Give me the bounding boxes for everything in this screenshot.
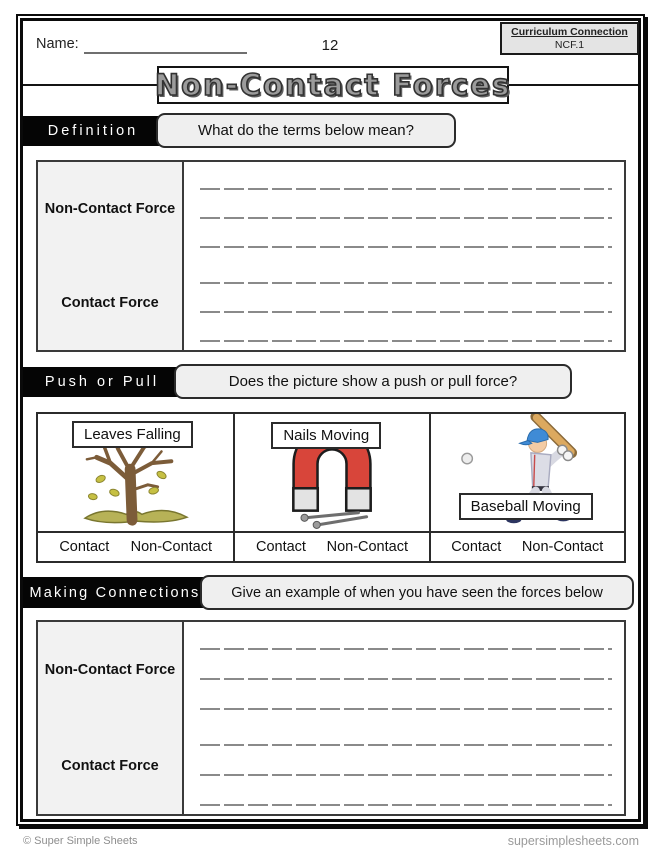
connections-answer-contact: [184, 718, 624, 814]
making-connections-prompt: Give an example of when you have seen the forces below: [200, 575, 634, 610]
option-contact[interactable]: Contact: [451, 539, 502, 555]
answer-line[interactable]: [200, 188, 612, 190]
section-label-push-or-pull: Push or Pull: [23, 367, 181, 397]
picture-baseball-moving: [431, 414, 624, 533]
connections-row-label-non-contact: Non-Contact Force: [38, 622, 184, 718]
answer-line[interactable]: [200, 340, 612, 342]
options-nails-moving: [235, 533, 428, 561]
answer-line[interactable]: [200, 804, 612, 806]
caption-leaves-falling: Leaves Falling: [72, 421, 193, 448]
option-non-contact[interactable]: Non-Contact: [130, 539, 213, 555]
answer-line[interactable]: [200, 648, 612, 650]
worksheet-title: Non-Contact Forces: [154, 68, 512, 102]
caption-nails-moving: Nails Moving: [271, 422, 381, 449]
connections-answer-non-contact: [184, 622, 624, 718]
section-label-definition: Definition: [23, 116, 163, 146]
answer-line[interactable]: [200, 744, 612, 746]
copyright-text: © Super Simple Sheets: [23, 835, 138, 847]
options-leaves-falling: [38, 533, 233, 561]
curriculum-connection-box: [500, 22, 639, 55]
panel-baseball-moving: [429, 414, 624, 561]
definition-prompt: What do the terms below mean?: [156, 113, 456, 148]
name-input-line[interactable]: [84, 52, 247, 54]
answer-line[interactable]: [200, 708, 612, 710]
website-text: supersimplesheets.com: [507, 834, 639, 848]
answer-line[interactable]: [200, 311, 612, 313]
panel-leaves-falling: [38, 414, 233, 561]
page-number: 12: [321, 37, 339, 54]
making-connections-table: [36, 620, 626, 816]
answer-line[interactable]: [200, 217, 612, 219]
connections-row-label-contact: Contact Force: [38, 718, 184, 814]
option-contact[interactable]: Contact: [255, 539, 306, 555]
push-or-pull-prompt: Does the picture show a push or pull force?: [174, 364, 572, 399]
worksheet-title-box: [154, 66, 512, 104]
answer-line[interactable]: [200, 678, 612, 680]
caption-baseball-moving: Baseball Moving: [459, 493, 593, 520]
picture-nails-moving: [235, 414, 428, 533]
picture-leaves-falling: [38, 414, 233, 533]
section-label-making-connections: Making Connections: [23, 577, 207, 608]
definition-row-label-non-contact: Non-Contact Force: [38, 162, 184, 256]
panel-nails-moving: [233, 414, 428, 561]
name-label: Name:: [36, 36, 79, 52]
option-non-contact[interactable]: Non-Contact: [521, 539, 604, 555]
definition-table: [36, 160, 626, 352]
answer-line[interactable]: [200, 246, 612, 248]
definition-answer-non-contact: [184, 162, 624, 256]
curriculum-connection-code: NCF.1: [554, 39, 585, 51]
definition-row-label-contact: Contact Force: [38, 256, 184, 350]
answer-line[interactable]: [200, 282, 612, 284]
options-baseball-moving: [431, 533, 624, 561]
definition-answer-contact: [184, 256, 624, 350]
push-or-pull-picture-table: [36, 412, 626, 563]
option-non-contact[interactable]: Non-Contact: [326, 539, 408, 555]
answer-line[interactable]: [200, 774, 612, 776]
curriculum-connection-title: Curriculum Connection: [511, 26, 628, 38]
option-contact[interactable]: Contact: [59, 539, 110, 555]
